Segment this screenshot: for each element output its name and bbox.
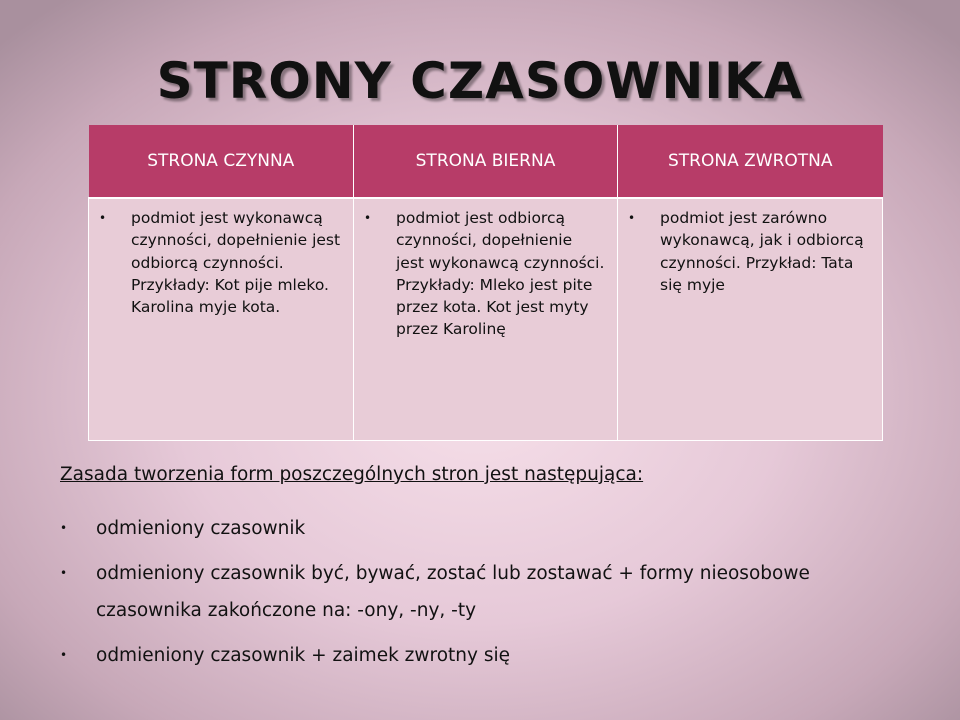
rule-list <box>56 510 916 674</box>
rule-intro: Zasada tworzenia form poszczególnych stron jest następująca: <box>60 464 644 485</box>
list-item <box>56 555 916 629</box>
bullet-icon: • <box>60 521 68 535</box>
voice-table <box>88 125 883 441</box>
cell-text: podmiot jest odbiorcą czynności, dopełnienie jest wykonawcą czynności. Przykłady: Mleko jest pite przez kota. Kot jest myty przez Karolinę <box>396 209 605 339</box>
list-item-text: odmieniony czasownik <box>96 518 306 539</box>
list-item-text: odmieniony czasownik być, bywać, zostać lub zostawać + formy nieosobowe czasownika zakończone na: -ony, -ny, -ty <box>96 563 810 621</box>
page-title: STRONY CZASOWNIKA <box>156 52 804 110</box>
header-active-voice: STRONA CZYNNA <box>89 125 354 198</box>
table-header-row <box>89 125 883 198</box>
cell-passive-voice <box>354 198 618 441</box>
bullet-icon: • <box>60 648 68 662</box>
cell-text: podmiot jest zarówno wykonawcą, jak i odbiorcą czynności. Przykład: Tata się myje <box>660 209 864 294</box>
header-reflexive-voice: STRONA ZWROTNA <box>618 125 883 198</box>
cell-active-voice <box>89 198 354 441</box>
bullet-icon: • <box>60 566 68 580</box>
list-item <box>56 637 916 674</box>
table-row <box>89 198 883 441</box>
bullet-icon: • <box>364 211 372 225</box>
header-passive-voice: STRONA BIERNA <box>354 125 618 198</box>
list-item <box>56 510 916 547</box>
cell-reflexive-voice <box>618 198 883 441</box>
list-item-text: odmieniony czasownik + zaimek zwrotny się <box>96 645 511 666</box>
bullet-icon: • <box>628 211 636 225</box>
cell-text: podmiot jest wykonawcą czynności, dopełnienie jest odbiorcą czynności. Przykłady: Kot pije mleko. Karolina myje kota. <box>131 209 341 317</box>
bullet-icon: • <box>99 211 107 225</box>
